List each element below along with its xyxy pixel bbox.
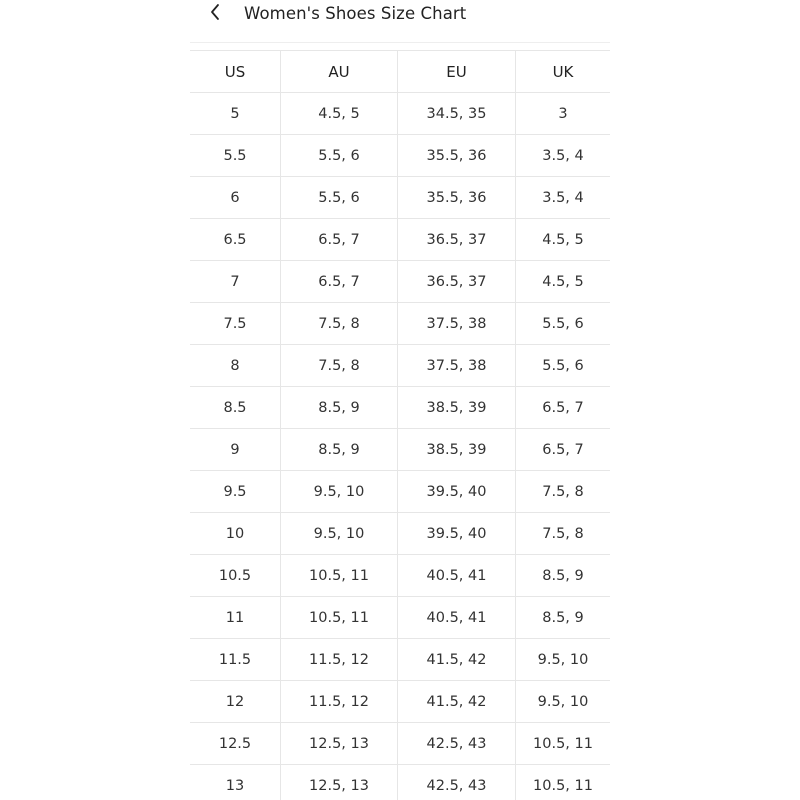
cell-eu: 38.5, 39 bbox=[397, 429, 515, 470]
cell-au: 6.5, 7 bbox=[280, 219, 397, 260]
cell-eu: 36.5, 37 bbox=[397, 261, 515, 302]
cell-us: 12 bbox=[225, 693, 245, 710]
cell-au: 4.5, 5 bbox=[280, 93, 397, 134]
size-table bbox=[190, 50, 610, 800]
cell-us: 6 bbox=[230, 189, 240, 206]
cell-uk: 6.5, 7 bbox=[515, 429, 610, 470]
cell-uk: 8.5, 9 bbox=[515, 555, 610, 596]
table-row bbox=[190, 597, 610, 639]
column-header-eu: EU bbox=[397, 51, 515, 92]
cell-uk: 3 bbox=[515, 93, 610, 134]
cell-us: 7 bbox=[230, 273, 240, 290]
cell-au: 10.5, 11 bbox=[280, 597, 397, 638]
cell-eu: 34.5, 35 bbox=[397, 93, 515, 134]
cell-eu: 40.5, 41 bbox=[397, 555, 515, 596]
cell-eu: 38.5, 39 bbox=[397, 387, 515, 428]
table-row bbox=[190, 387, 610, 429]
cell-au: 8.5, 9 bbox=[280, 429, 397, 470]
cell-eu: 40.5, 41 bbox=[397, 597, 515, 638]
column-header-us: US bbox=[224, 62, 246, 81]
cell-us: 5 bbox=[230, 105, 240, 122]
cell-eu: 42.5, 43 bbox=[397, 723, 515, 764]
cell-uk: 9.5, 10 bbox=[515, 681, 610, 722]
table-row bbox=[190, 513, 610, 555]
cell-uk: 10.5, 11 bbox=[515, 723, 610, 764]
table-body bbox=[190, 93, 610, 800]
cell-au: 7.5, 8 bbox=[280, 345, 397, 386]
cell-eu: 41.5, 42 bbox=[397, 681, 515, 722]
cell-eu: 42.5, 43 bbox=[397, 765, 515, 800]
cell-uk: 6.5, 7 bbox=[515, 387, 610, 428]
cell-eu: 41.5, 42 bbox=[397, 639, 515, 680]
cell-uk: 5.5, 6 bbox=[515, 345, 610, 386]
table-row bbox=[190, 219, 610, 261]
cell-uk: 3.5, 4 bbox=[515, 135, 610, 176]
cell-eu: 37.5, 38 bbox=[397, 303, 515, 344]
cell-uk: 5.5, 6 bbox=[515, 303, 610, 344]
cell-us: 10.5 bbox=[218, 567, 252, 584]
cell-uk: 10.5, 11 bbox=[515, 765, 610, 800]
table-row bbox=[190, 555, 610, 597]
column-header-au: AU bbox=[280, 51, 397, 92]
table-row bbox=[190, 303, 610, 345]
cell-au: 10.5, 11 bbox=[280, 555, 397, 596]
chevron-left-icon bbox=[209, 3, 221, 25]
cell-uk: 3.5, 4 bbox=[515, 177, 610, 218]
cell-us: 5.5 bbox=[223, 147, 247, 164]
table-row bbox=[190, 429, 610, 471]
table-row bbox=[190, 93, 610, 135]
cell-us: 9 bbox=[230, 441, 240, 458]
cell-eu: 35.5, 36 bbox=[397, 135, 515, 176]
cell-us: 13 bbox=[225, 777, 245, 794]
cell-eu: 39.5, 40 bbox=[397, 471, 515, 512]
header-divider bbox=[190, 42, 610, 43]
cell-us: 8.5 bbox=[223, 399, 247, 416]
cell-uk: 4.5, 5 bbox=[515, 219, 610, 260]
table-row bbox=[190, 345, 610, 387]
cell-au: 5.5, 6 bbox=[280, 135, 397, 176]
cell-us: 6.5 bbox=[223, 231, 247, 248]
table-row bbox=[190, 261, 610, 303]
table-row bbox=[190, 471, 610, 513]
top-bar bbox=[190, 0, 610, 40]
cell-us: 10 bbox=[225, 525, 245, 542]
column-header-uk: UK bbox=[515, 51, 610, 92]
table-row bbox=[190, 639, 610, 681]
table-row bbox=[190, 177, 610, 219]
cell-uk: 4.5, 5 bbox=[515, 261, 610, 302]
cell-us: 8 bbox=[230, 357, 240, 374]
cell-au: 12.5, 13 bbox=[280, 723, 397, 764]
cell-us: 12.5 bbox=[218, 735, 252, 752]
cell-uk: 8.5, 9 bbox=[515, 597, 610, 638]
cell-us: 7.5 bbox=[223, 315, 247, 332]
cell-au: 12.5, 13 bbox=[280, 765, 397, 800]
table-row bbox=[190, 681, 610, 723]
table-row bbox=[190, 765, 610, 800]
cell-au: 5.5, 6 bbox=[280, 177, 397, 218]
cell-au: 8.5, 9 bbox=[280, 387, 397, 428]
cell-au: 9.5, 10 bbox=[280, 471, 397, 512]
cell-uk: 9.5, 10 bbox=[515, 639, 610, 680]
cell-eu: 35.5, 36 bbox=[397, 177, 515, 218]
cell-eu: 36.5, 37 bbox=[397, 219, 515, 260]
cell-au: 6.5, 7 bbox=[280, 261, 397, 302]
cell-us: 9.5 bbox=[223, 483, 247, 500]
table-row bbox=[190, 135, 610, 177]
table-header-row bbox=[190, 51, 610, 93]
cell-au: 11.5, 12 bbox=[280, 681, 397, 722]
cell-uk: 7.5, 8 bbox=[515, 471, 610, 512]
cell-au: 7.5, 8 bbox=[280, 303, 397, 344]
table-row bbox=[190, 723, 610, 765]
cell-eu: 39.5, 40 bbox=[397, 513, 515, 554]
cell-eu: 37.5, 38 bbox=[397, 345, 515, 386]
back-button[interactable] bbox=[204, 3, 226, 25]
page-title: Women's Shoes Size Chart bbox=[244, 4, 467, 23]
cell-au: 11.5, 12 bbox=[280, 639, 397, 680]
cell-au: 9.5, 10 bbox=[280, 513, 397, 554]
cell-uk: 7.5, 8 bbox=[515, 513, 610, 554]
cell-us: 11 bbox=[225, 609, 245, 626]
cell-us: 11.5 bbox=[218, 651, 252, 668]
size-chart-screen bbox=[190, 0, 610, 800]
